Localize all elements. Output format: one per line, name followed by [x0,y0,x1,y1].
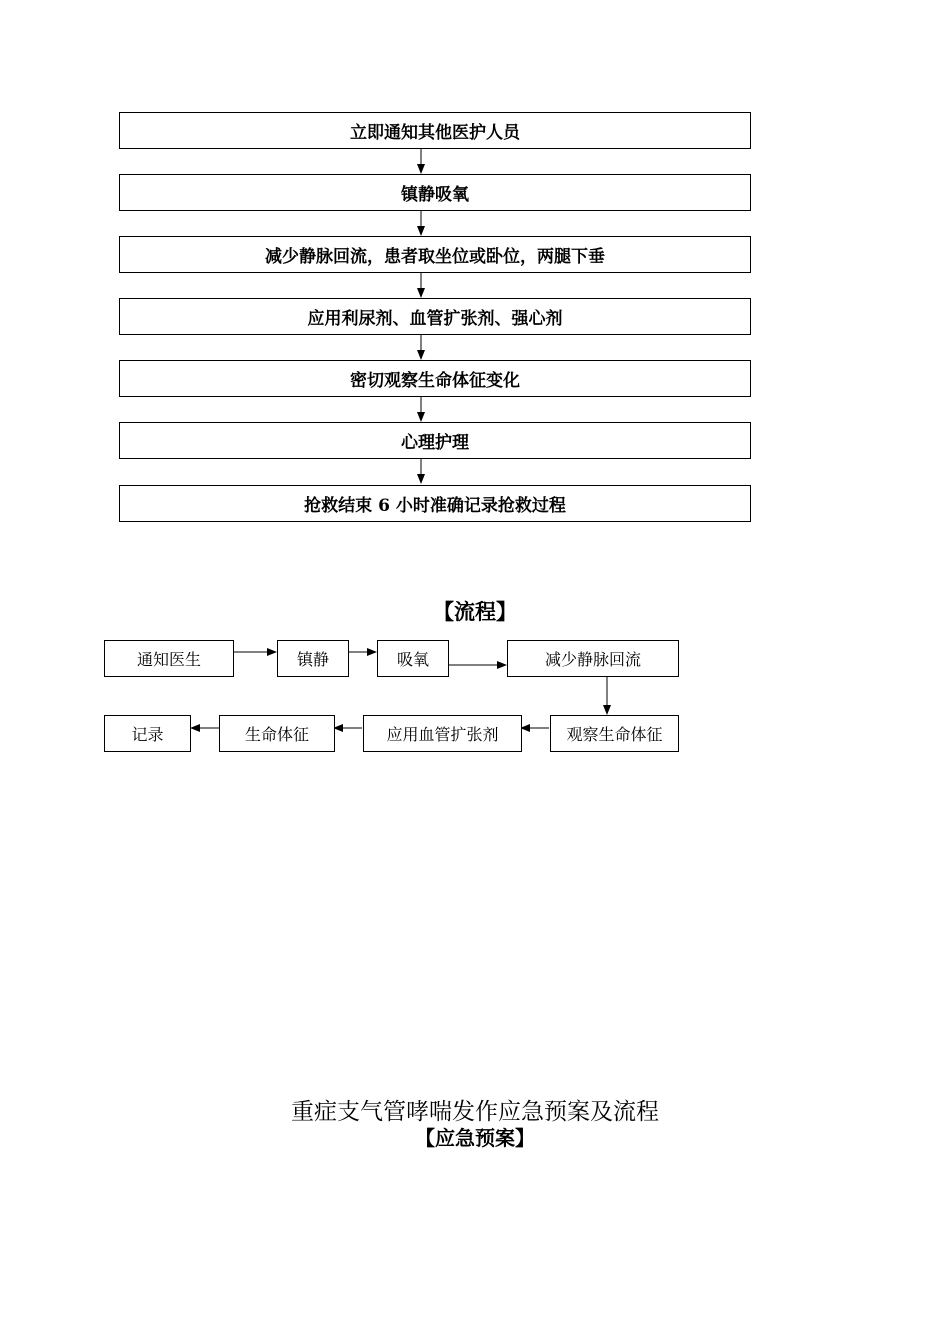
node-record: 记录 [104,715,191,752]
node-oxygen: 吸氧 [377,640,449,677]
node-vital-signs: 生命体征 [219,715,335,752]
node-reduce-venous-return: 减少静脉回流 [507,640,679,677]
step-observe-vitals: 密切观察生命体征变化 [119,360,751,397]
step-sedation-oxygen: 镇静吸氧 [119,174,751,211]
process-heading: 【流程】 [433,599,517,624]
node-observe-vitals: 观察生命体征 [550,715,679,752]
node-notify-doctor: 通知医生 [104,640,234,677]
step-notify-staff: 立即通知其他医护人员 [119,112,751,149]
step-medication: 应用利尿剂、血管扩张剂、强心剂 [119,298,751,335]
step-reduce-venous-return: 减少静脉回流，患者取坐位或卧位，两腿下垂 [119,236,751,273]
section-title: 重症支气管哮喘发作应急预案及流程 [291,1099,659,1125]
node-vasodilator: 应用血管扩张剂 [363,715,522,752]
step-record-rescue: 抢救结束 6 小时准确记录抢救过程 [119,485,751,522]
section-subtitle: 【应急预案】 [415,1126,535,1150]
node-sedation: 镇静 [277,640,349,677]
step-psychological-care: 心理护理 [119,422,751,459]
